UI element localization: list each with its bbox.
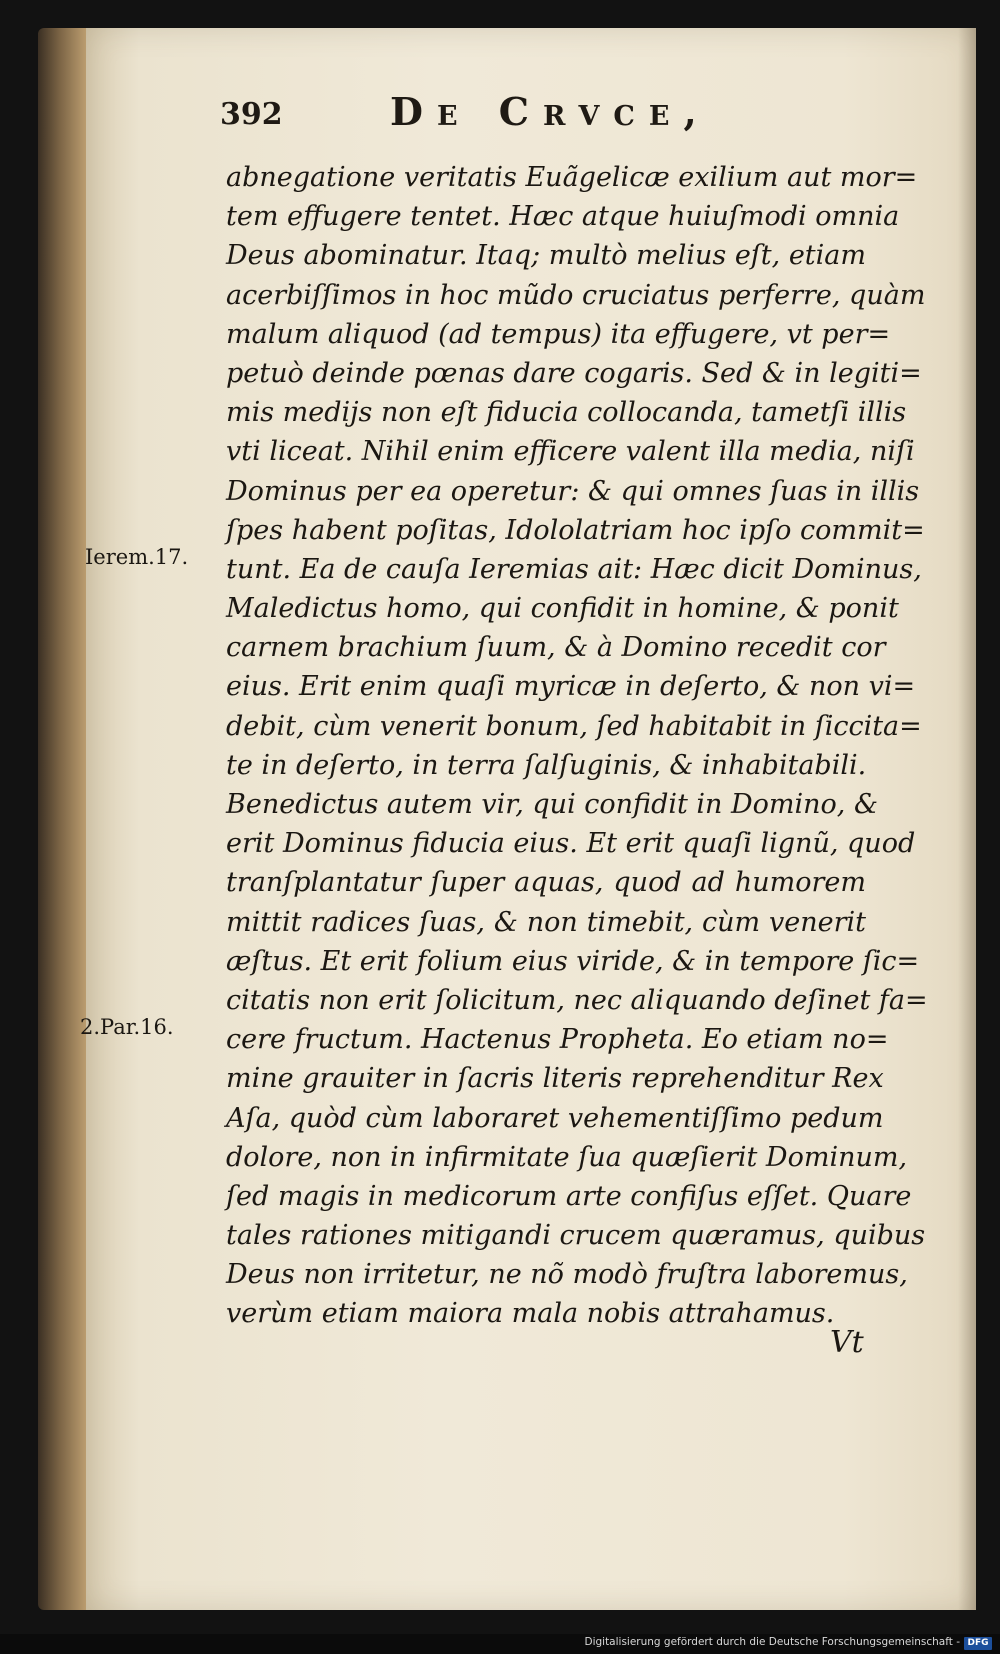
text-line: carnem brachium ſuum, & à Domino recedit cor (226, 632, 886, 664)
text-line: vti liceat. Nihil enim efficere valent illa media, niſi (226, 436, 915, 468)
text-line: mine grauiter in ſacris literis reprehenditur Rex (226, 1063, 884, 1095)
page-header (220, 85, 780, 145)
text-line: Deus abominatur. Itaq; multò melius eſt, etiam (226, 240, 866, 272)
text-line: tales rationes mitigandi crucem quæramus, quibus (226, 1220, 926, 1252)
dfg-logo-icon: DFG (964, 1637, 992, 1650)
text-line: Maledictus homo, qui confidit in homine, & ponit (226, 593, 899, 625)
text-line: æſtus. Et erit folium eius viride, & in tempore ſic= (226, 945, 920, 977)
text-line: ſed magis in medicorum arte confiſus eſſet. Quare (226, 1180, 912, 1212)
text-line: malum aliquod (ad tempus) ita effugere, vt per= (226, 318, 891, 350)
text-line: ſpes habent poſitas, Idololatriam hoc ipſo commit= (226, 514, 925, 546)
text-line: erit Dominus fiducia eius. Et erit quaſi lignũ, quod (226, 828, 916, 860)
text-line: mis medijs non eſt fiducia collocanda, tametſi illis (226, 397, 907, 429)
text-line: Deus non irritetur, ne nõ modò fruſtra laboremus, (226, 1259, 908, 1291)
text-line: debit, cùm venerit bonum, ſed habitabit in ſiccita= (226, 710, 922, 742)
text-line: tunt. Ea de cauſa Ieremias ait: Hæc dicit Dominus, (226, 553, 922, 585)
text-line: Benedictus autem vir, qui confidit in Domino, & (226, 789, 879, 820)
running-title: De Crvce, (390, 89, 711, 134)
page-number: 392 (220, 97, 283, 132)
text-line: tranſplantatur ſuper aquas, quod ad humorem (226, 867, 866, 899)
catchword: Vt (830, 1325, 864, 1360)
body-text (226, 158, 928, 1334)
digitization-credit: Digitalisierung gefördert durch die Deutsche Forschungsgemeinschaft - (584, 1636, 960, 1648)
text-line: dolore, non in infirmitate ſua quæſierit Dominum, (226, 1141, 908, 1173)
text-line: Dominus per ea operetur: & qui omnes ſuas in illis (226, 475, 920, 507)
text-line: petuò deinde pœnas dare cogaris. Sed & in legiti= (226, 357, 922, 389)
margin-note-paralipomenon: 2.Par.16. (80, 1015, 174, 1039)
text-line: Aſa, quòd cùm laboraret vehementiſſimo pedum (226, 1102, 884, 1134)
page-edge-shadow (958, 28, 976, 1610)
text-line: eius. Erit enim quaſi myricæ in deſerto, & non vi= (226, 671, 916, 703)
text-line: abnegatione veritatis Euãgelicæ exilium aut mor= (226, 162, 918, 193)
text-line: tem effugere tentet. Hæc atque huiuſmodi omnia (226, 201, 900, 233)
text-line: verùm etiam maiora mala nobis attrahamus. (226, 1298, 835, 1330)
text-line: mittit radices ſuas, & non timebit, cùm venerit (226, 906, 866, 938)
margin-note-jeremiah: Ierem.17. (85, 545, 189, 569)
text-line: acerbiſſimos in hoc mũdo cruciatus perferre, quàm (226, 279, 926, 311)
text-line: citatis non erit ſolicitum, nec aliquando deſinet fa= (226, 984, 928, 1016)
text-line: te in deſerto, in terra ſalſuginis, & inhabitabili. (226, 749, 867, 781)
text-line: cere fructum. Hactenus Propheta. Eo etiam no= (226, 1024, 889, 1056)
